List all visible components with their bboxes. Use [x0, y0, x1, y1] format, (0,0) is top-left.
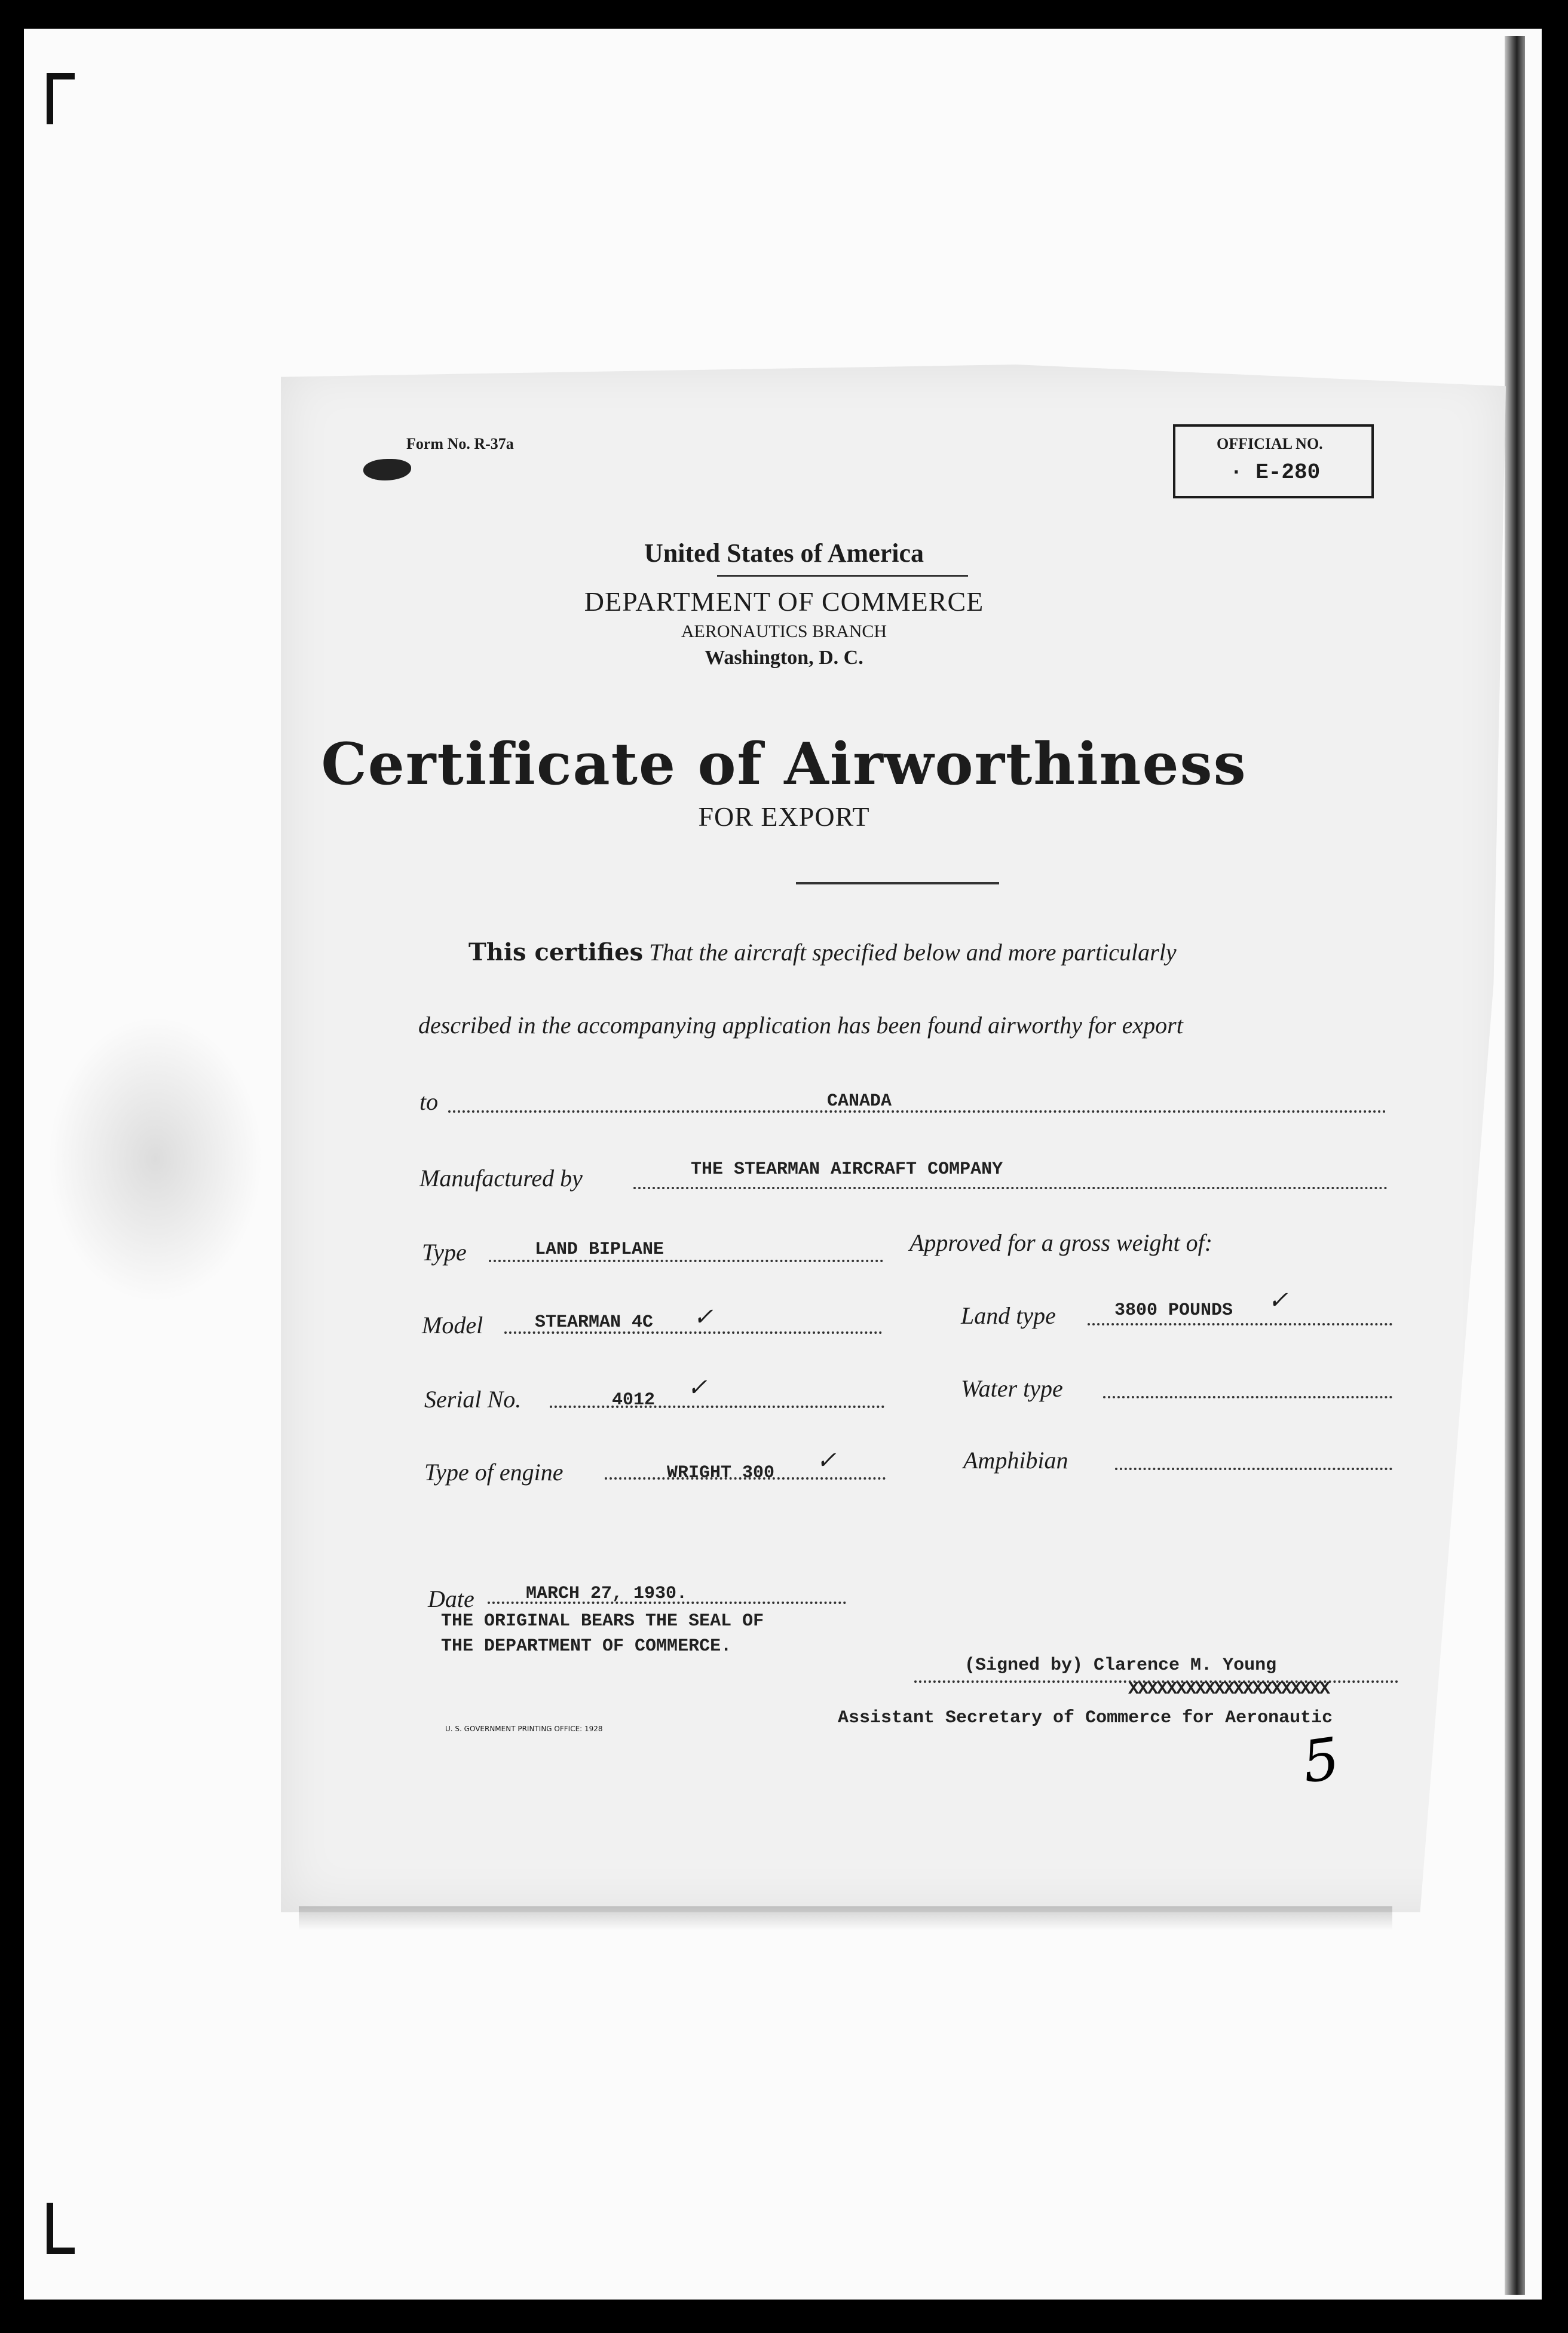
certifies-line-2: described in the accompanying application has been found airworthy for export	[418, 1012, 1183, 1039]
certificate-title: Certificate of Airworthiness	[321, 730, 1247, 798]
serial-value: 4012	[612, 1390, 656, 1410]
model-value: STEARMAN 4C	[535, 1312, 654, 1333]
serial-line	[550, 1406, 884, 1408]
certifies-line-1-rest: That the aircraft specified below and more particularly	[643, 939, 1177, 966]
model-label: Model	[422, 1312, 483, 1339]
serial-check-mark: ✓	[687, 1374, 708, 1401]
type-value: LAND BIPLANE	[535, 1239, 664, 1260]
land-type-label: Land type	[961, 1302, 1056, 1329]
background-smudge	[48, 1016, 263, 1303]
amphibian-line	[1115, 1468, 1392, 1470]
type-label: Type	[422, 1239, 467, 1266]
right-edge-shadow	[1505, 36, 1525, 2295]
city-heading: Washington, D. C.	[705, 647, 863, 669]
land-type-check-mark: ✓	[1268, 1287, 1288, 1314]
signer-title: Assistant Secretary of Commerce for Aeronautic	[838, 1708, 1333, 1728]
engine-label: Type of engine	[424, 1459, 564, 1486]
land-type-value: 3800 POUNDS	[1114, 1300, 1233, 1321]
certifies-line-1	[468, 938, 1177, 966]
land-type-line	[1088, 1323, 1392, 1325]
official-number-label: OFFICIAL NO.	[1217, 435, 1323, 452]
certifies-lead: This certifies	[468, 938, 644, 966]
serial-label: Serial No.	[424, 1386, 522, 1413]
amphibian-label: Amphibian	[963, 1447, 1068, 1474]
to-label: to	[419, 1088, 439, 1115]
sheet-shadow	[299, 1906, 1392, 1930]
certificate-subtitle: FOR EXPORT	[698, 801, 870, 832]
water-type-line	[1103, 1396, 1392, 1398]
seal-note-line-1: THE ORIGINAL BEARS THE SEAL OF	[441, 1611, 764, 1631]
crop-mark-bottom-left	[47, 2203, 75, 2254]
to-line	[448, 1110, 1386, 1113]
handwritten-mark: 5	[1298, 1725, 1344, 1796]
type-line	[489, 1260, 883, 1262]
date-value: MARCH 27, 1930.	[526, 1584, 688, 1604]
to-value: CANADA	[827, 1091, 892, 1112]
engine-check-mark: ✓	[816, 1447, 837, 1474]
manufactured-value: THE STEARMAN AIRCRAFT COMPANY	[691, 1159, 1003, 1180]
seal-note-line-2: THE DEPARTMENT OF COMMERCE.	[441, 1636, 732, 1657]
printing-office-note: U. S. GOVERNMENT PRINTING OFFICE: 1928	[445, 1725, 603, 1733]
manufactured-line	[633, 1187, 1388, 1189]
country-heading: United States of America	[644, 538, 924, 568]
crop-mark-top-left	[47, 73, 75, 124]
form-number: Form No. R-37a	[406, 435, 514, 452]
engine-value: WRIGHT 300	[667, 1463, 775, 1483]
manufactured-label: Manufactured by	[419, 1165, 583, 1192]
struck-through-text: XXXXXXXXXXXXXXXXXXXXX	[1128, 1679, 1330, 1700]
country-underline	[717, 575, 968, 577]
approved-label: Approved for a gross weight of:	[909, 1229, 1213, 1256]
signed-by: (Signed by) Clarence M. Young	[964, 1655, 1277, 1676]
department-heading: DEPARTMENT OF COMMERCE	[584, 586, 984, 617]
title-rule	[796, 882, 999, 884]
branch-heading: AERONAUTICS BRANCH	[681, 621, 887, 641]
date-label: Date	[428, 1585, 474, 1612]
model-check-mark: ✓	[693, 1303, 713, 1330]
official-number-value: · E-280	[1230, 460, 1321, 485]
water-type-label: Water type	[961, 1375, 1063, 1402]
